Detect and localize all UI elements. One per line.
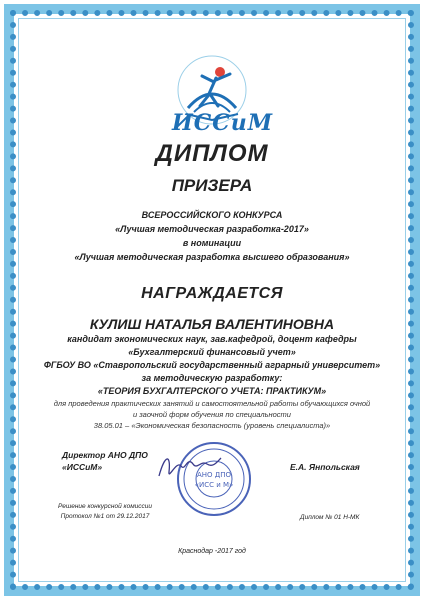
recipient-name: КУЛИШ НАТАЛЬЯ ВАЛЕНТИНОВНА xyxy=(89,316,335,332)
work-purpose-2: и заочной форм обучения по специальности xyxy=(133,410,291,419)
signatory-role-line-2: «ИССиМ» xyxy=(62,462,103,472)
signatory-name: Е.А. Янпольская xyxy=(290,462,360,472)
work-title: «ТЕОРИЯ БУХГАЛТЕРСКОГО УЧЕТА: ПРАКТИКУМ» xyxy=(97,386,327,396)
handwritten-signature xyxy=(155,446,225,486)
contest-line-1: ВСЕРОССИЙСКОГО КОНКУРСА xyxy=(141,210,283,220)
signatory-role-line-1: Директор АНО ДПО xyxy=(62,450,148,460)
diploma-subtitle: ПРИЗЕРА xyxy=(171,176,253,195)
contest-line-2: «Лучшая методическая разработка-2017» xyxy=(115,224,309,234)
commission-decision xyxy=(40,502,170,522)
work-specialty: 38.05.01 – «Экономическая безопасность (уровень специалиста)» xyxy=(93,421,331,430)
award-label: НАГРАЖДАЕТСЯ xyxy=(141,285,283,302)
seal-line-2: «ИСС и М» xyxy=(194,481,234,489)
recipient-institution: ФГБОУ ВО «Ставропольский государственный аграрный университет» xyxy=(43,360,381,370)
work-intro: за методическую разработку: xyxy=(141,373,283,383)
commission-line-1: Решение конкурсной комиссии xyxy=(57,503,153,510)
diploma-title: ДИПЛОМ xyxy=(155,140,269,167)
recipient-position: кандидат экономических наук, зав.кафедрой, доцент кафедры xyxy=(67,334,357,344)
recipient-department: «Бухгалтерский финансовый учет» xyxy=(128,347,296,357)
diploma-number: Диплом № 01 Н-МК xyxy=(300,514,360,521)
contest-line-4: «Лучшая методическая разработка высшего образования» xyxy=(74,252,350,262)
contest-line-3: в номинации xyxy=(182,238,242,248)
logo-wordmark: ИССиМ xyxy=(172,110,274,136)
city-year: Краснодар -2017 год xyxy=(178,548,246,555)
seal-line-1: АНО ДПО xyxy=(196,471,232,479)
work-purpose-1: для проведения практических занятий и самостоятельной работы обучающихся очной xyxy=(53,399,371,408)
commission-line-2: Протокол №1 от 29.12.2017 xyxy=(60,513,150,520)
